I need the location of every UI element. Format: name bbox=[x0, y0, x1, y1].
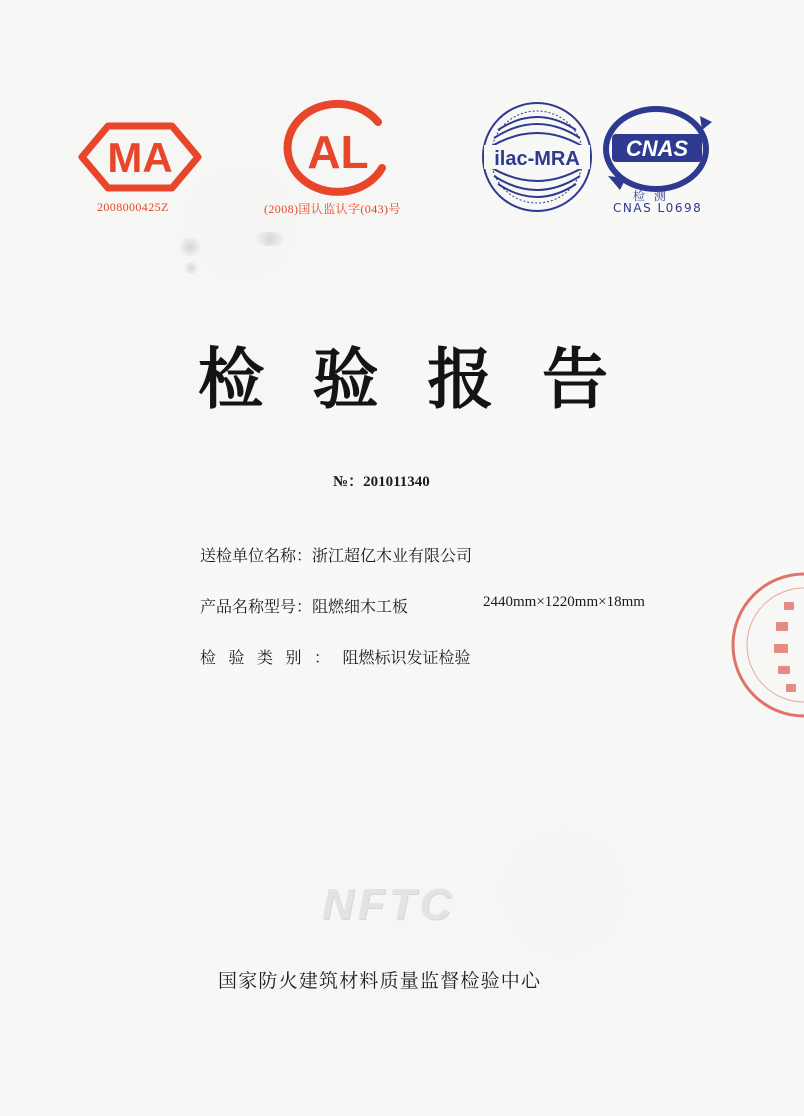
title-char: 验 bbox=[312, 341, 379, 418]
ilac-mra-logo-text: ilac-MRA bbox=[494, 148, 580, 170]
ilac-mra-logo-icon bbox=[480, 100, 594, 214]
title-char: 告 bbox=[541, 341, 608, 418]
cal-logo-icon bbox=[282, 102, 396, 198]
report-number-label: №： bbox=[333, 474, 364, 490]
scan-smudge bbox=[176, 238, 204, 256]
cnas-sub-label: 检 测 bbox=[633, 189, 667, 203]
report-number-value: 201011340 bbox=[363, 474, 430, 490]
cma-code: 2008000425Z bbox=[97, 200, 169, 214]
field-value: 浙江超亿木业有限公司 bbox=[312, 546, 473, 565]
cal-code: (2008)国认监认字(043)号 bbox=[264, 202, 401, 216]
title-char: 报 bbox=[427, 341, 494, 418]
cma-logo-icon bbox=[78, 122, 202, 192]
field-value: 阻燃细木工板 bbox=[312, 597, 409, 616]
cma-logo-text: MA bbox=[107, 134, 173, 181]
field-submitting-unit bbox=[200, 543, 472, 566]
title-char: 检 bbox=[198, 341, 264, 418]
field-label: 检验类别： bbox=[200, 648, 343, 667]
field-value: 阻燃标识发证检验 bbox=[342, 648, 471, 667]
scan-smudge bbox=[182, 262, 200, 274]
cnas-code: CNAS L0698 bbox=[613, 201, 703, 215]
nftc-watermark: NFTC bbox=[322, 880, 456, 929]
scan-smudge bbox=[250, 232, 290, 246]
report-title bbox=[198, 335, 608, 425]
field-product-name bbox=[200, 594, 408, 617]
field-inspection-type bbox=[200, 645, 471, 668]
red-seal-stamp-icon bbox=[756, 570, 804, 720]
issuing-organization: 国家防火建筑材料质量监督检验中心 bbox=[218, 970, 542, 992]
report-number bbox=[333, 470, 430, 491]
cnas-logo-text: CNAS bbox=[625, 136, 689, 161]
cal-logo-text: AL bbox=[307, 126, 369, 178]
field-label: 产品名称型号： bbox=[200, 597, 313, 616]
field-label: 送检单位名称： bbox=[200, 546, 313, 565]
product-dimensions: 2440mm×1220mm×18mm bbox=[483, 594, 645, 610]
cnas-logo-icon bbox=[600, 104, 716, 194]
